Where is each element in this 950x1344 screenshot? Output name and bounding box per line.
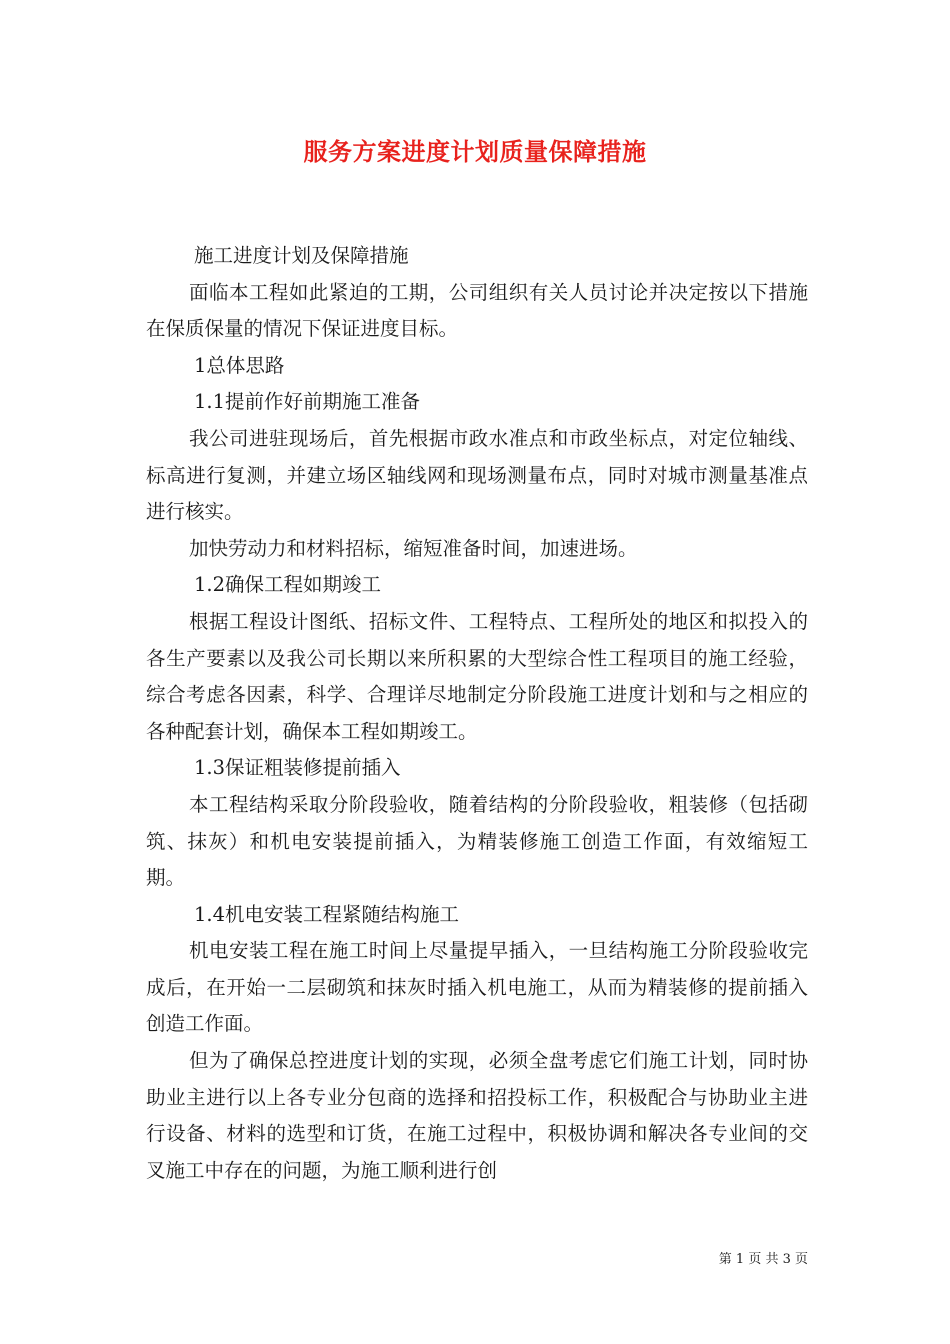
section-heading: 1.4机电安装工程紧随结构施工 [194, 902, 460, 926]
section-heading: 施工进度计划及保障措施 [194, 244, 409, 267]
section-heading: 1.1提前作好前期施工准备 [194, 390, 421, 414]
paragraph: 我公司进驻现场后，首先根据市政水准点和市政坐标点，对定位轴线、标高进行复测，并建立场区轴线网和现场测量布点，同时对城市测量基准点进行核实。 [146, 426, 808, 524]
section-heading: 1.3保证粗装修提前插入 [194, 756, 401, 780]
paragraph: 面临本工程如此紧迫的工期，公司组织有关人员讨论并决定按以下措施在保质保量的情况下保证进度目标。 [146, 280, 808, 341]
paragraph: 本工程结构采取分阶段验收，随着结构的分阶段验收，粗装修（包括砌筑、抹灰）和机电安装提前插入，为精装修施工创造工作面，有效缩短工期。 [146, 792, 808, 890]
page-number-footer: 第 1 页 共 3 页 [718, 1252, 808, 1267]
document-body [146, 238, 808, 1189]
section-heading: 1.2确保工程如期竣工 [194, 573, 382, 597]
section-heading: 1总体思路 [194, 353, 285, 377]
paragraph: 根据工程设计图纸、招标文件、工程特点、工程所处的地区和拟投入的各生产要素以及我公司长期以来所积累的大型综合性工程项目的施工经验，综合考虑各因素，科学、合理详尽地制定分阶段施工进度计划和与之相应的各种配套计划，确保本工程如期竣工。 [146, 609, 808, 743]
document-title: 服务方案进度计划质量保障措施 [303, 137, 647, 166]
paragraph: 但为了确保总控进度计划的实现，必须全盘考虑它们施工计划，同时协助业主进行以上各专业分包商的选择和招投标工作，积极配合与协助业主进行设备、材料的选型和订货，在施工过程中，积极协调和解决各专业间的交叉施工中存在的问题，为施工顺利进行创 [146, 1049, 808, 1182]
paragraph: 加快劳动力和材料招标，缩短准备时间，加速进场。 [189, 536, 638, 560]
paragraph: 机电安装工程在施工时间上尽量提早插入，一旦结构施工分阶段验收完成后，在开始一二层砌筑和抹灰时插入机电施工，从而为精装修的提前插入创造工作面。 [146, 939, 808, 1036]
